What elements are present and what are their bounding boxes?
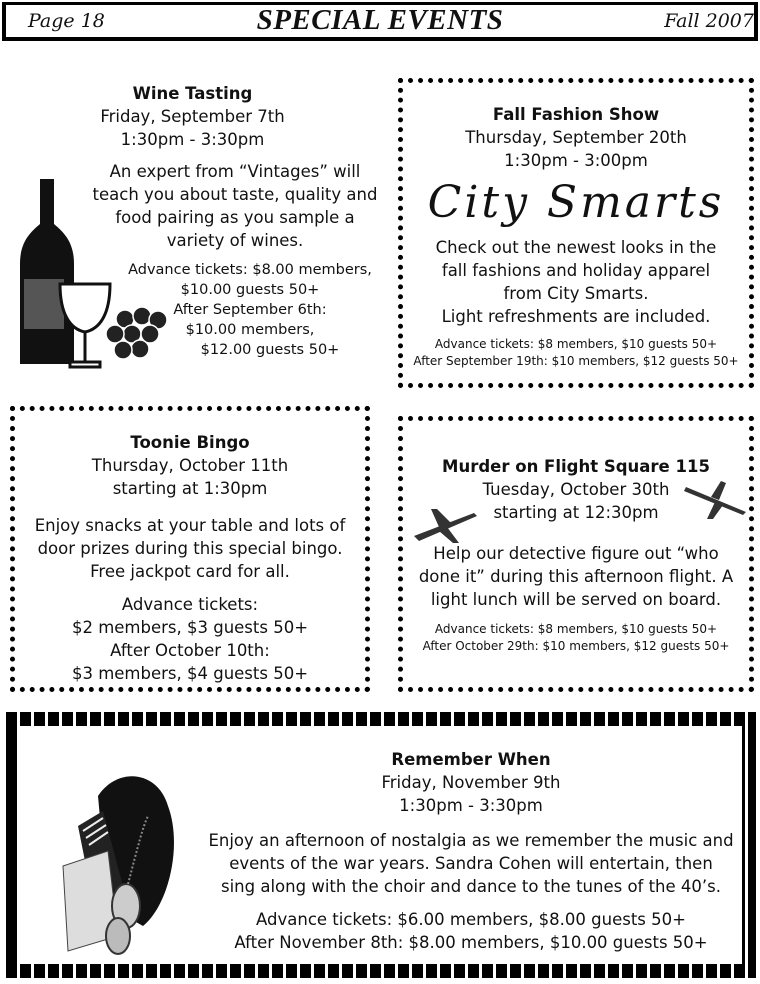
event-time: starting at 1:30pm [112,479,268,498]
event-remember-when [6,712,756,978]
ticket-info: Advance tickets: $8 members, $10 guests 50+ [434,622,718,636]
event-description: Light refreshments are included. [441,307,711,326]
event-description: teach you about taste, quality and [92,185,378,204]
event-description: fall fashions and holiday apparel [441,261,711,280]
event-description: light lunch will be served on board. [430,590,722,609]
page-header [2,2,758,41]
page-title: SPECIAL EVENTS [256,4,504,36]
ticket-info: Advance tickets: $6.00 members, $8.00 guests 50+ [256,910,686,929]
city-smarts-logo: City Smarts [427,177,725,228]
event-description: done it” during this afternoon flight. A [418,567,734,586]
ticket-info: After October 29th: $10 members, $12 guests 50+ [422,639,730,653]
event-title: Toonie Bingo [130,433,250,452]
event-description: events of the war years. Sandra Cohen will entertain, then [229,854,713,873]
wine-bottle-glass-grapes-illustration [10,174,190,374]
ticket-info: Advance tickets: $8.00 members, [128,262,372,278]
ticket-info: After September 19th: $10 members, $12 guests 50+ [413,354,739,368]
event-date: Tuesday, October 30th [482,480,670,499]
event-description: food pairing as you sample a [115,208,355,227]
event-description: Enjoy snacks at your table and lots of [34,516,346,535]
ticket-info: After November 8th: $8.00 members, $10.00 guests 50+ [234,933,708,952]
event-title: Remember When [391,750,551,769]
ticket-info: After October 10th: [110,641,270,660]
ticket-info: After September 6th: [173,302,327,318]
event-date: Friday, September 7th [100,107,285,126]
event-description: Enjoy an afternoon of nostalgia as we remember the music and [208,831,734,850]
event-time: 1:30pm - 3:00pm [504,151,648,170]
event-date: Thursday, October 11th [91,456,289,475]
ticket-info: $3 members, $4 guests 50+ [71,664,309,683]
event-time: starting at 12:30pm [493,503,659,522]
event-description: An expert from “Vintages” will [109,162,361,181]
event-fall-fashion-show [398,78,754,388]
event-description: from City Smarts. [503,284,649,303]
event-description: Check out the newest looks in the [435,238,717,257]
event-title: Fall Fashion Show [492,105,660,124]
ticket-info: Advance tickets: $8 members, $10 guests 50+ [434,337,718,351]
event-title: Murder on Flight Square 115 [442,457,710,476]
event-description: door prizes during this special bingo. [37,539,343,558]
event-description: Free jackpot card for all. [90,562,290,581]
page-number: Page 18 [28,10,105,32]
ticket-info: Advance tickets: [121,595,259,614]
ticket-info: $10.00 guests 50+ [180,282,320,298]
event-date: Thursday, September 20th [465,128,687,147]
event-wine-tasting [10,82,378,382]
event-description: variety of wines. [166,231,304,250]
event-title: Wine Tasting [132,84,253,103]
military-cap-dog-tags-illustration [48,756,188,956]
event-toonie-bingo [10,406,370,692]
ticket-info: $12.00 guests 50+ [200,342,340,358]
event-time: 1:30pm - 3:30pm [399,796,543,815]
event-time: 1:30pm - 3:30pm [120,130,265,149]
airplane-icon [409,501,479,546]
issue-season: Fall 2007 [664,10,754,32]
ticket-info: $10.00 members, [185,322,315,338]
event-murder-on-flight [398,416,754,692]
event-description: sing along with the choir and dance to the tunes of the 40’s. [221,877,721,896]
airplane-icon [681,477,751,522]
event-date: Friday, November 9th [381,773,561,792]
event-description: Help our detective figure out “who [433,544,719,563]
ticket-info: $2 members, $3 guests 50+ [71,618,309,637]
